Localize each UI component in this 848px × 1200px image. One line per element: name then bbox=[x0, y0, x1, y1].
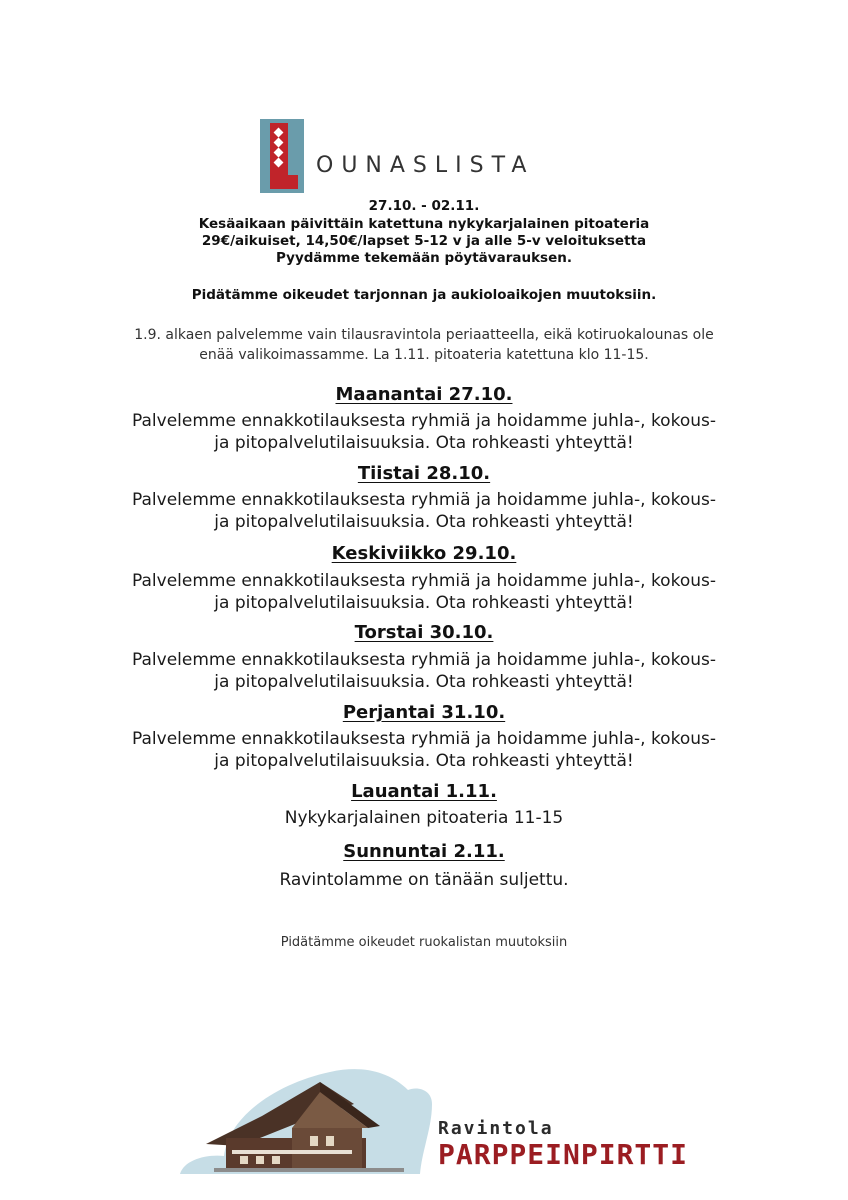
footer-note: Pidätämme oikeudet ruokalistan muutoksiin bbox=[280, 935, 568, 950]
day-menu-line: ja pitopalvelutilaisuuksia. Ota rohkeasti yhteyttä! bbox=[214, 593, 634, 613]
restaurant-brand bbox=[170, 1056, 690, 1180]
day-menu-line: Palvelemme ennakkotilauksesta ryhmiä ja hoidamme juhla-, kokous- bbox=[132, 571, 716, 591]
day-menu-line: ja pitopalvelutilaisuuksia. Ota rohkeasti yhteyttä! bbox=[214, 512, 634, 532]
day-menu-line: ja pitopalvelutilaisuuksia. Ota rohkeasti yhteyttä! bbox=[214, 433, 634, 453]
page-title: OUNASLISTA bbox=[316, 153, 535, 178]
day-heading-tuesday: Tiistai 28.10. bbox=[357, 463, 491, 484]
notice-line-1: 1.9. alkaen palvelemme vain tilausravintola periaatteella, eikä kotiruokalounas ole bbox=[134, 327, 714, 343]
day-heading-monday: Maanantai 27.10. bbox=[335, 384, 513, 405]
day-menu-line: ja pitopalvelutilaisuuksia. Ota rohkeasti yhteyttä! bbox=[214, 751, 634, 771]
day-menu-line: Nykykarjalainen pitoateria 11-15 bbox=[284, 808, 564, 828]
info-line-1: Kesäaikaan päivittäin katettuna nykykarjalainen pitoateria bbox=[198, 216, 650, 232]
day-menu-line: Palvelemme ennakkotilauksesta ryhmiä ja hoidamme juhla-, kokous- bbox=[132, 490, 716, 510]
day-menu-line: Palvelemme ennakkotilauksesta ryhmiä ja hoidamme juhla-, kokous- bbox=[132, 650, 716, 670]
day-heading-friday: Perjantai 31.10. bbox=[342, 702, 506, 723]
day-heading-wednesday: Keskiviikko 29.10. bbox=[331, 543, 517, 564]
rights-notice: Pidätämme oikeudet tarjonnan ja aukioloaikojen muutoksiin. bbox=[191, 287, 657, 303]
logo-l-icon bbox=[260, 119, 304, 193]
day-menu-line: ja pitopalvelutilaisuuksia. Ota rohkeasti yhteyttä! bbox=[214, 672, 634, 692]
day-heading-thursday: Torstai 30.10. bbox=[354, 622, 494, 643]
brand-subtitle: Ravintola bbox=[438, 1118, 554, 1139]
brand-name: PARPPEINPIRTTI bbox=[438, 1138, 689, 1171]
day-menu-line: Ravintolamme on tänään suljettu. bbox=[279, 870, 569, 890]
day-heading-saturday: Lauantai 1.11. bbox=[351, 781, 497, 802]
notice-line-2: enää valikoimassamme. La 1.11. pitoateria katettuna klo 11-15. bbox=[199, 347, 649, 363]
info-line-2: 29€/aikuiset, 14,50€/lapset 5-12 v ja alle 5-v veloituksetta bbox=[201, 233, 647, 249]
date-range: 27.10. - 02.11. bbox=[368, 198, 480, 214]
info-line-3: Pyydämme tekemään pöytävarauksen. bbox=[276, 250, 572, 266]
day-menu-line: Palvelemme ennakkotilauksesta ryhmiä ja hoidamme juhla-, kokous- bbox=[132, 729, 716, 749]
menu-header bbox=[260, 119, 600, 193]
day-heading-sunday: Sunnuntai 2.11. bbox=[343, 841, 505, 862]
day-menu-line: Palvelemme ennakkotilauksesta ryhmiä ja hoidamme juhla-, kokous- bbox=[132, 411, 716, 431]
